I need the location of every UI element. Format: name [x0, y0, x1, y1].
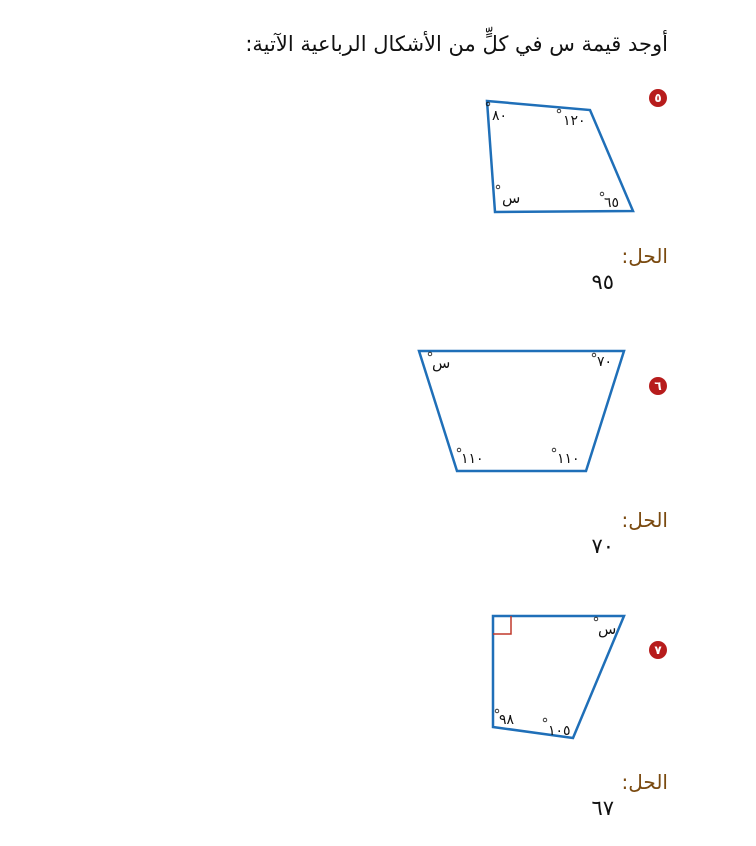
angle-label: ٧٠ — [597, 354, 613, 370]
angle-label: س — [502, 189, 521, 207]
degree-mark — [592, 353, 596, 357]
quadrilateral-shape — [493, 616, 624, 738]
degree-mark — [496, 185, 500, 189]
angle-label: ١٠٥ — [548, 723, 571, 739]
angle-label: ٩٨ — [499, 712, 515, 728]
angle-label: ١٢٠ — [563, 113, 586, 129]
degree-mark — [495, 709, 499, 713]
degree-mark — [552, 448, 556, 452]
quadrilateral-shape — [419, 351, 624, 471]
solution-label: الحل: — [621, 244, 668, 268]
angle-label: ١١٠ — [557, 451, 580, 467]
angle-label: ٨٠ — [492, 108, 508, 124]
degree-mark — [543, 718, 547, 722]
degree-mark — [600, 192, 604, 196]
angle-label: س — [598, 620, 617, 638]
solution-label: الحل: — [621, 508, 668, 532]
problem-number-badge: ٧ — [649, 641, 667, 659]
degree-mark — [594, 617, 598, 621]
angle-label: ٦٥ — [604, 195, 620, 211]
degree-mark — [457, 448, 461, 452]
page-title: أوجد قيمة س في كلٍّ من الأشكال الرباعية الآتية: — [245, 32, 668, 56]
problem-number-badge: ٥ — [649, 89, 667, 107]
problem-number-badge: ٦ — [649, 377, 667, 395]
angle-label: ١١٠ — [461, 451, 484, 467]
degree-mark — [428, 352, 432, 356]
solution-answer: ٩٥ — [591, 270, 614, 294]
solution-answer: ٦٧ — [591, 796, 614, 820]
angle-label: س — [432, 354, 451, 372]
right-angle-mark — [493, 616, 511, 634]
quadrilateral-shape — [487, 101, 633, 212]
solution-answer: ٧٠ — [591, 534, 614, 558]
degree-mark — [486, 102, 490, 106]
degree-mark — [557, 109, 561, 113]
solution-label: الحل: — [621, 770, 668, 794]
